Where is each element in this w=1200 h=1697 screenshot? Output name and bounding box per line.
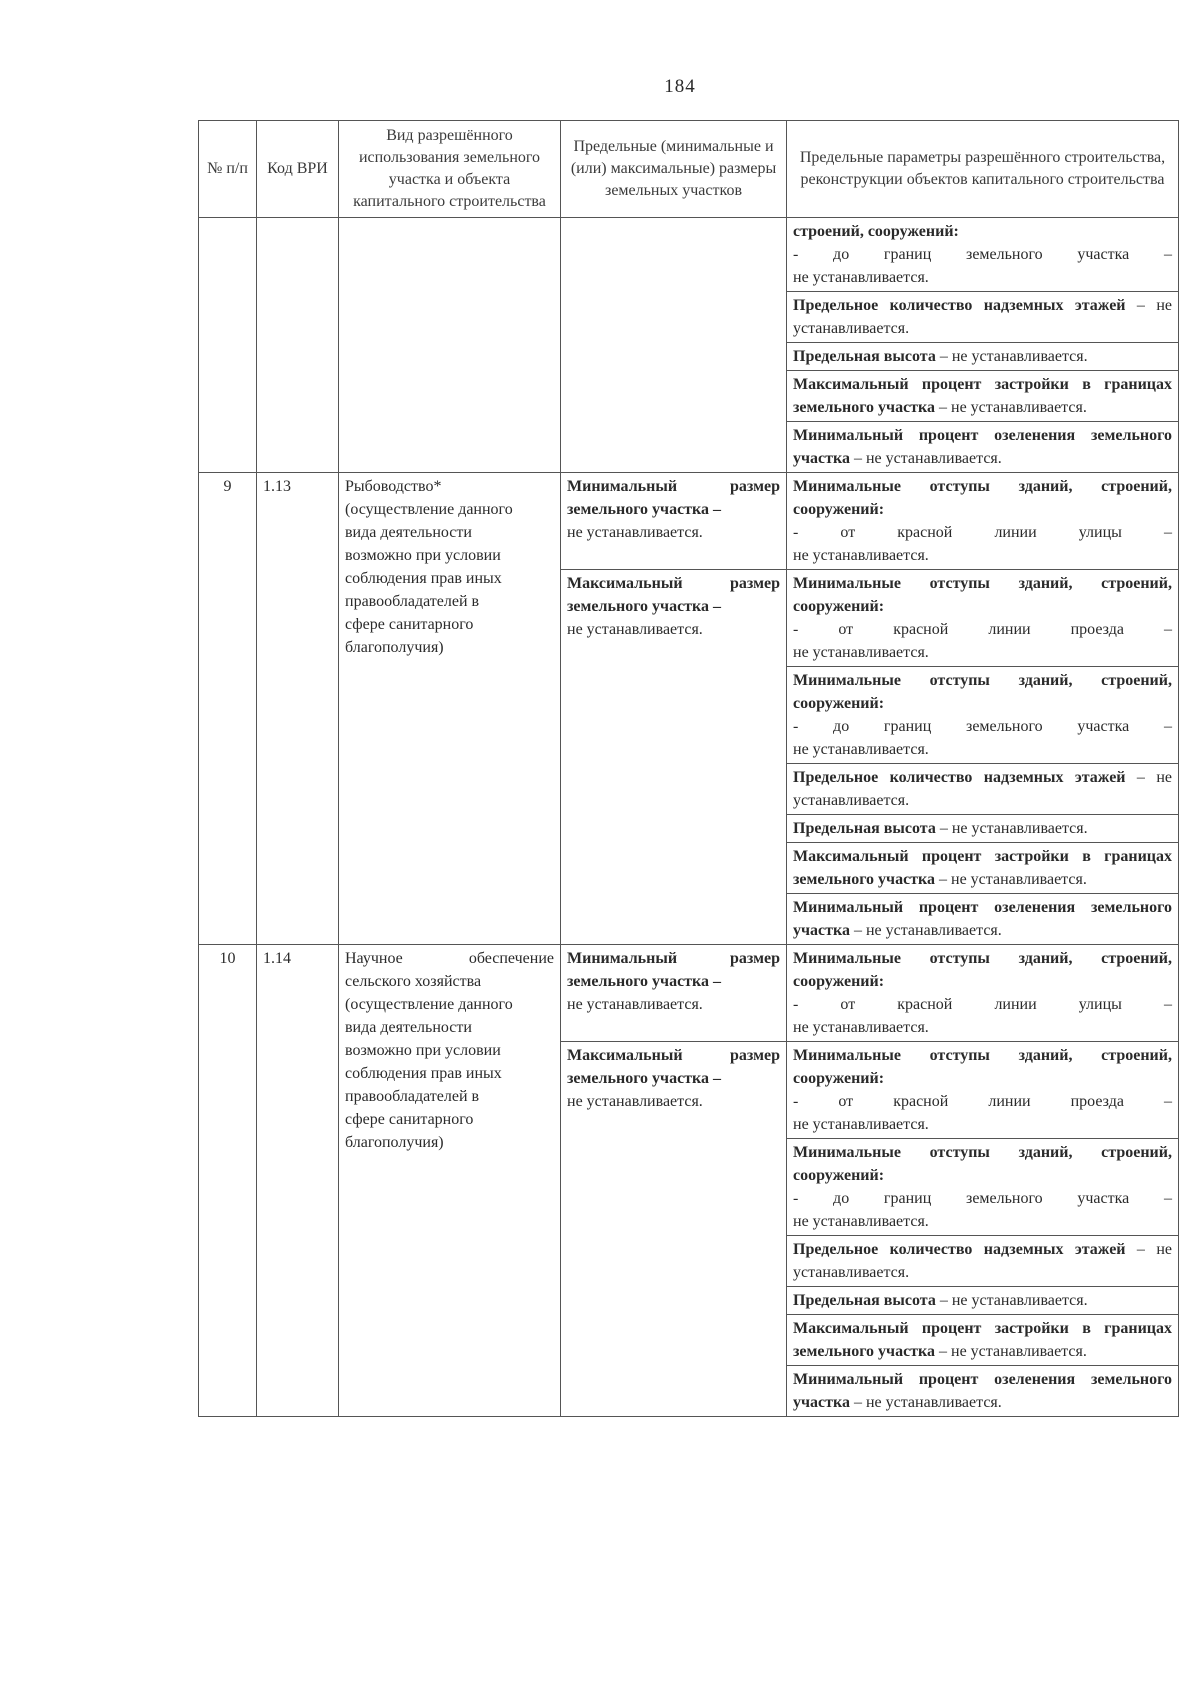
size-bold: Максимальный размер земельного участка – [567, 1047, 780, 1087]
param-tail: – не устанавливается. [793, 297, 1172, 337]
row-code: 1.13 [257, 473, 339, 945]
vid-title: Рыбоводство* [345, 478, 442, 495]
param-tail: не устанавливается. [793, 1116, 929, 1133]
param-bold: Минимальные отступы зданий, строений, сооружений: [793, 575, 1172, 615]
param-line: - до границ земельного участка – [793, 1190, 1172, 1207]
header-num: № п/п [199, 121, 257, 218]
row-num: 9 [199, 473, 257, 945]
param-cell [787, 292, 1179, 343]
param-tail: – не устанавливается. [793, 1241, 1172, 1281]
size-bold: Минимальный размер земельного участка – [567, 478, 780, 518]
param-bold: Минимальные отступы зданий, строений, сооружений: [793, 478, 1172, 518]
param-cell [787, 667, 1179, 764]
row-vid [339, 945, 561, 1417]
param-bold: Предельное количество надземных этажей [793, 769, 1126, 786]
param-cell [787, 1315, 1179, 1366]
param-cell [787, 343, 1179, 371]
param-line: - до границ земельного участка – [793, 718, 1172, 735]
header-code: Код ВРИ [257, 121, 339, 218]
size-cell [561, 945, 787, 1042]
param-cell [787, 764, 1179, 815]
param-tail: – не устанавливается. [935, 820, 1088, 837]
param-bold: Минимальный процент озеленения земельного участка [793, 899, 1172, 939]
param-cell [787, 945, 1179, 1042]
param-tail: – не устанавливается. [849, 450, 1002, 467]
param-line: - от красной линии проезда – [793, 1093, 1172, 1110]
page-number: 184 [664, 76, 696, 97]
param-bold: Максимальный процент застройки в границах земельного участка [793, 1320, 1172, 1360]
param-tail: – не устанавливается. [793, 769, 1172, 809]
header-params: Предельные параметры разрешённого строительства, реконструкции объектов капитального строительства [787, 121, 1179, 218]
size-tail: не устанавливается. [567, 996, 703, 1013]
param-tail: не устанавливается. [793, 269, 929, 286]
table-row-9 [199, 473, 1179, 570]
row-num: 10 [199, 945, 257, 1417]
param-bold: Минимальные отступы зданий, строений, сооружений: [793, 672, 1172, 712]
param-tail: – не устанавливается. [849, 922, 1002, 939]
header-vid: Вид разрешённого использования земельного участка и объекта капитального строительства [339, 121, 561, 218]
param-cell [787, 473, 1179, 570]
param-cell [787, 1236, 1179, 1287]
param-tail: – не устанавливается. [935, 1343, 1087, 1360]
param-tail: – не устанавливается. [849, 1394, 1002, 1411]
param-tail: не устанавливается. [793, 644, 929, 661]
param-tail: не устанавливается. [793, 547, 929, 564]
cont-sizes-cell [561, 218, 787, 473]
vid-note: (осуществление данного вида деятельности возможно при условии соблюдения прав иных правообладателей в сфере санитарного благополучия) [345, 501, 513, 656]
continuation-row [199, 218, 1179, 292]
param-bold: Минимальные отступы зданий, строений, сооружений: [793, 950, 1172, 990]
param-bold: Минимальные отступы зданий, строений, сооружений: [793, 1144, 1172, 1184]
size-cell [561, 1042, 787, 1417]
param-line: - до границ земельного участка – [793, 246, 1172, 263]
param-cell [787, 422, 1179, 473]
param-tail: – не устанавливается. [935, 1292, 1088, 1309]
row-code: 1.14 [257, 945, 339, 1417]
param-cell [787, 1287, 1179, 1315]
param-bold: Предельная высота [793, 348, 936, 365]
param-cell [787, 371, 1179, 422]
param-cell [787, 894, 1179, 945]
table-header-row [199, 121, 1179, 218]
size-tail: не устанавливается. [567, 524, 703, 541]
size-tail: не устанавливается. [567, 621, 703, 638]
size-cell [561, 473, 787, 570]
size-tail: не устанавливается. [567, 1093, 703, 1110]
param-bold: Предельная высота [793, 820, 936, 837]
param-cell [787, 1042, 1179, 1139]
param-line: - от красной линии улицы – [793, 996, 1172, 1013]
param-cell [787, 570, 1179, 667]
param-tail: – не устанавливается. [935, 348, 1088, 365]
param-tail: не устанавливается. [793, 1019, 929, 1036]
size-cell [561, 570, 787, 945]
param-cell [787, 843, 1179, 894]
param-cell [787, 1139, 1179, 1236]
param-bold: Максимальный процент застройки в границах земельного участка [793, 376, 1172, 416]
param-bold: строений, сооружений: [793, 223, 959, 240]
param-tail: – не устанавливается. [935, 871, 1087, 888]
param-bold: Минимальный процент озеленения земельного участка [793, 427, 1172, 467]
param-tail: не устанавливается. [793, 741, 929, 758]
param-line: - от красной линии улицы – [793, 524, 1172, 541]
param-cell [787, 815, 1179, 843]
cont-code-cell [257, 218, 339, 473]
param-bold: Минимальные отступы зданий, строений, сооружений: [793, 1047, 1172, 1087]
param-cell [787, 1366, 1179, 1417]
param-bold: Предельное количество надземных этажей [793, 297, 1126, 314]
cont-vid-cell [339, 218, 561, 473]
param-cell [787, 218, 1179, 292]
param-bold: Минимальный процент озеленения земельного участка [793, 1371, 1172, 1411]
param-tail: не устанавливается. [793, 1213, 929, 1230]
param-bold: Предельное количество надземных этажей [793, 1241, 1126, 1258]
regulations-table [198, 120, 1179, 1417]
table-row-10 [199, 945, 1179, 1042]
vid-note: (осуществление данного вида деятельности возможно при условии соблюдения прав иных правообладателей в сфере санитарного благополучия) [345, 996, 513, 1151]
cont-num-cell [199, 218, 257, 473]
param-bold: Максимальный процент застройки в границах земельного участка [793, 848, 1172, 888]
param-line: - от красной линии проезда – [793, 621, 1172, 638]
size-bold: Максимальный размер земельного участка – [567, 575, 780, 615]
row-vid [339, 473, 561, 945]
vid-title: Научное обеспечение сельского хозяйства [345, 950, 554, 990]
size-bold: Минимальный размер земельного участка – [567, 950, 780, 990]
param-bold: Предельная высота [793, 1292, 936, 1309]
header-sizes: Предельные (минимальные и (или) максимальные) размеры земельных участков [561, 121, 787, 218]
param-tail: – не устанавливается. [935, 399, 1087, 416]
